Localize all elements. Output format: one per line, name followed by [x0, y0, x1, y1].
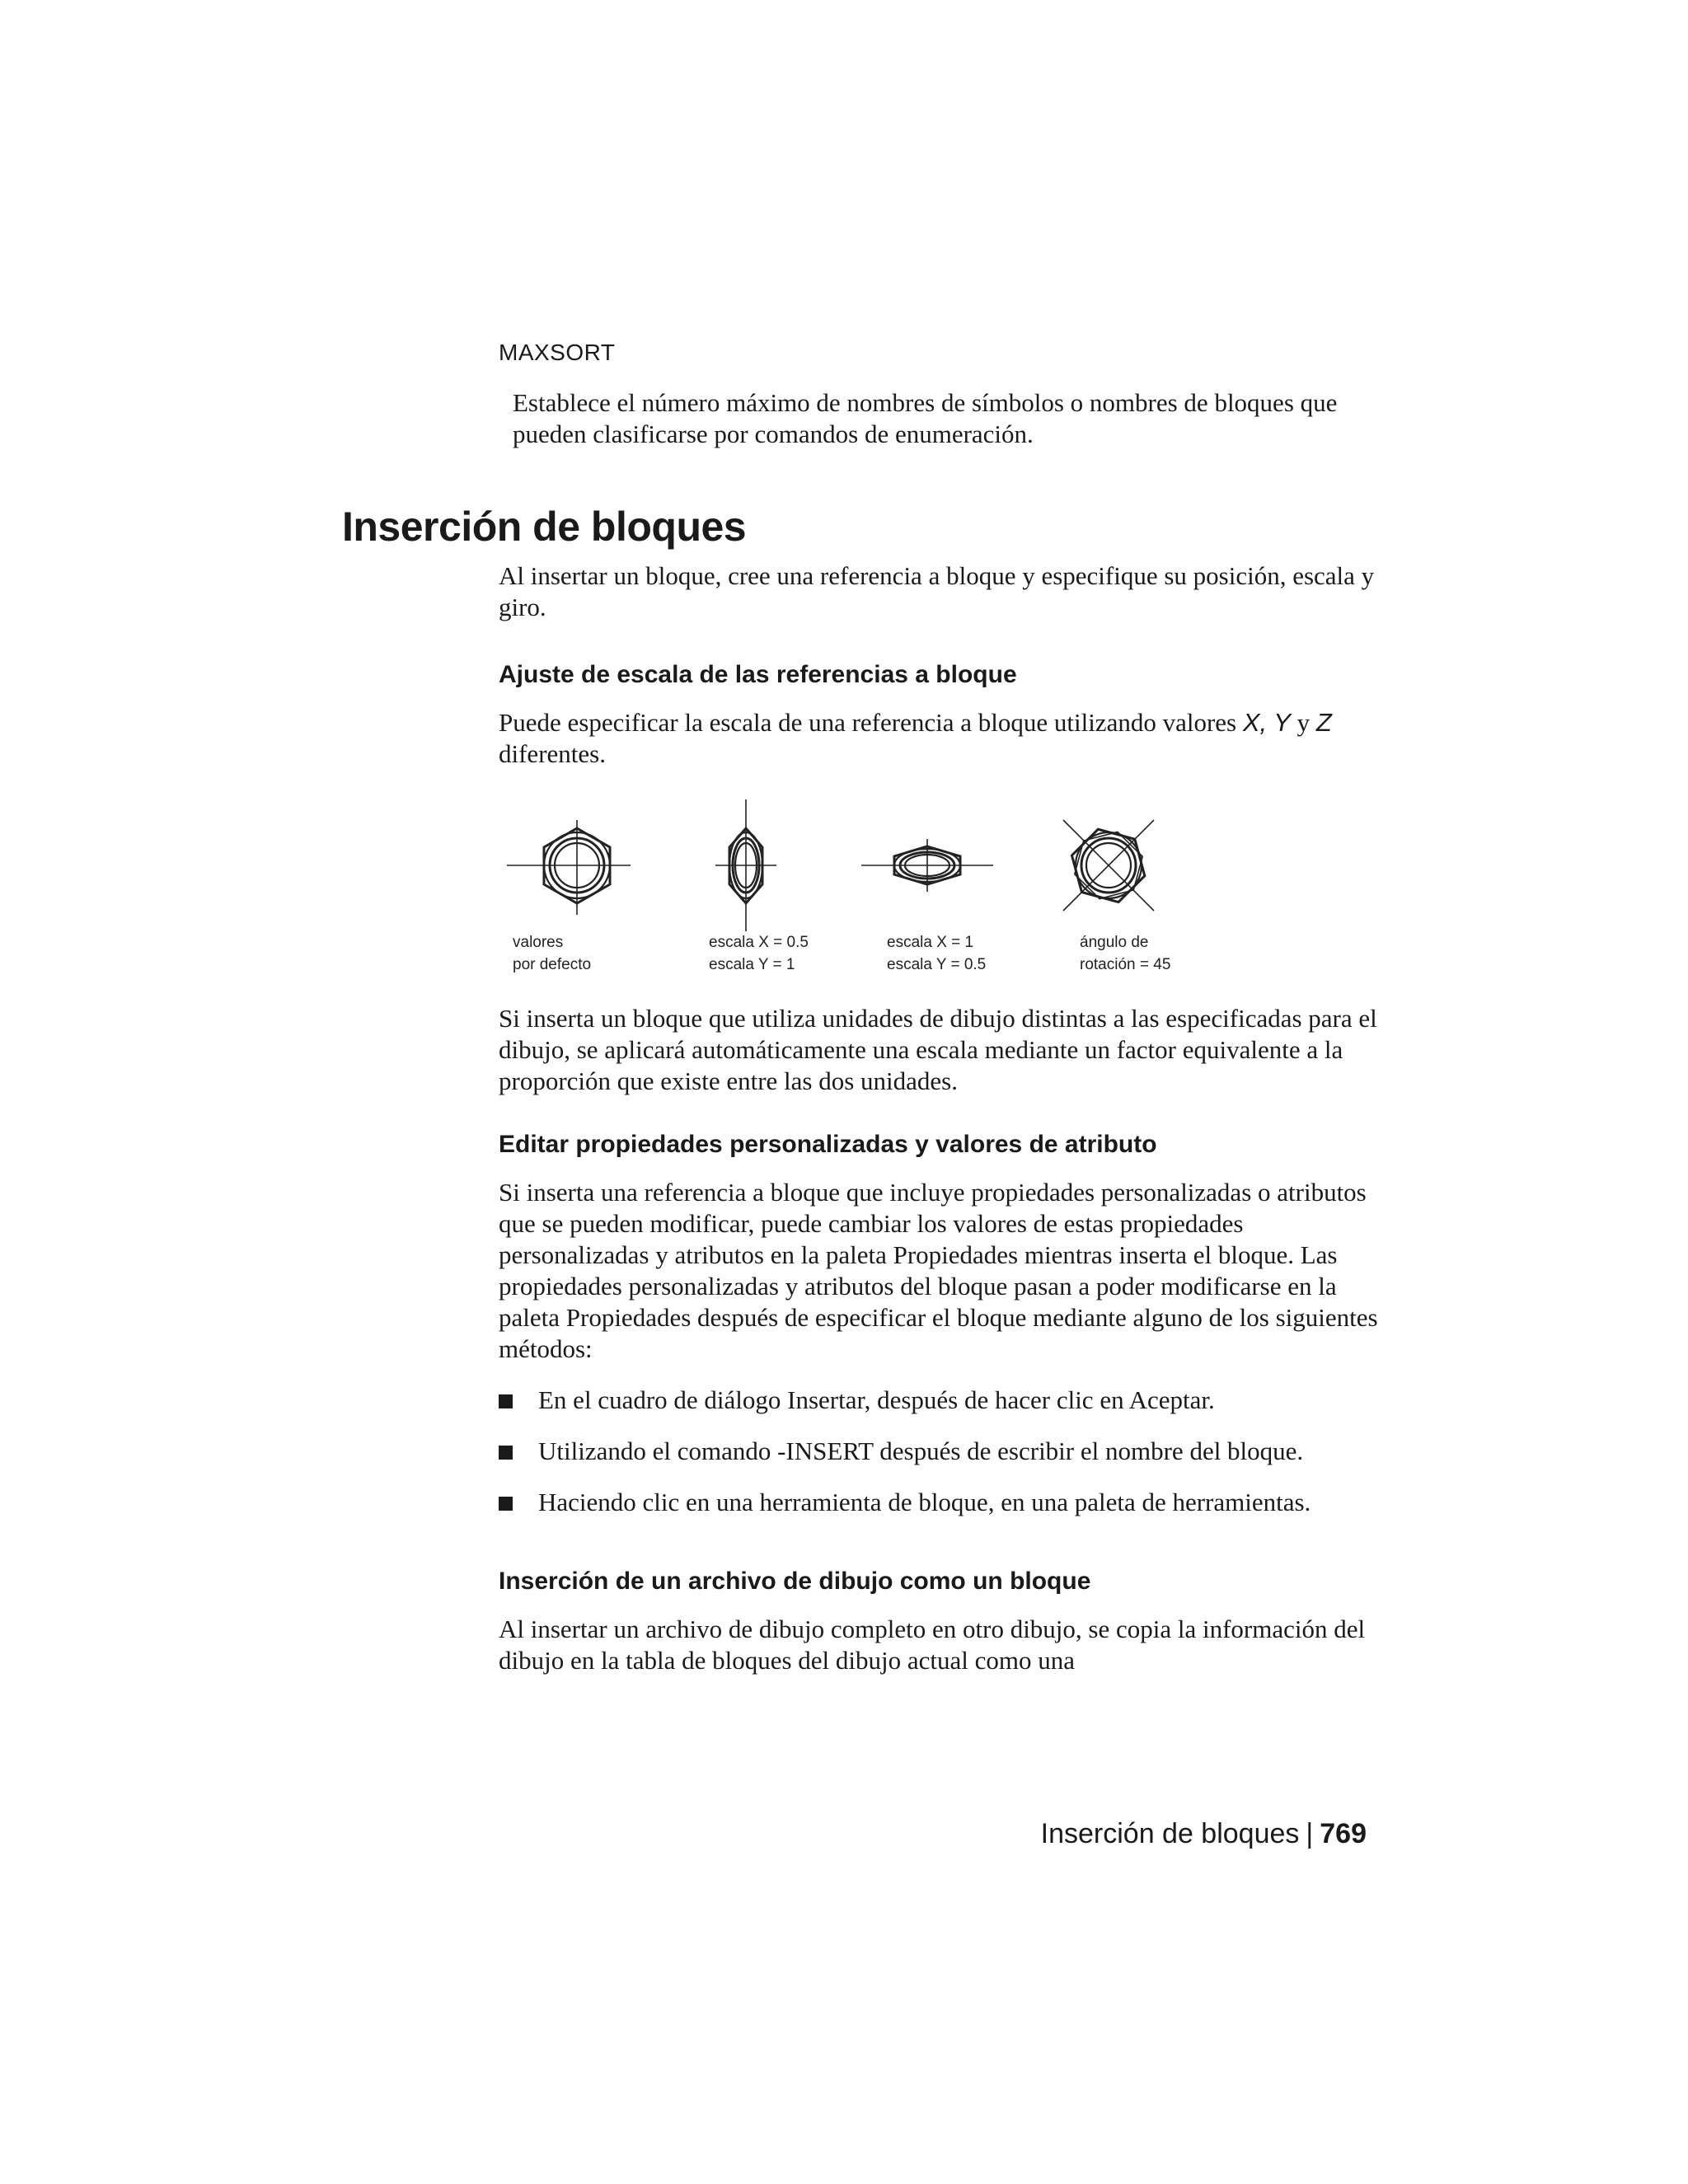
label-default-l1: valores: [513, 934, 564, 951]
label-scale-y-l1: escala X = 1: [887, 934, 974, 951]
var-xy: X, Y: [1242, 708, 1291, 737]
label-scale-x-l1: escala X = 0.5: [709, 934, 809, 951]
square-bullet-icon: [499, 1446, 513, 1460]
methods-list: [499, 1385, 1405, 1538]
var-z: Z: [1315, 708, 1332, 737]
label-scale-y-l2: escala Y = 0.5: [887, 956, 987, 973]
scale-text-before: Puede especificar la escala de una referencia a bloque utilizando valores: [499, 708, 1243, 737]
edit-paragraph: Si inserta una referencia a bloque que incluye propiedades personalizadas o atributos que se pueden modificar, puede cambiar los valores de estas propiedades personalizadas y atributos en la paleta Propiedades mientras inserta el bloque. Las propiedades personalizadas y atributos del bloque pasan a poder modificarse en la paleta Propiedades después de especificar el bloque mediante alguno de los siguientes métodos:: [499, 1178, 1378, 1363]
hex-bolt-rotated: [1058, 816, 1158, 916]
square-bullet-icon: [499, 1497, 513, 1511]
list-item: [499, 1385, 1405, 1416]
page-number: 769: [1320, 1818, 1367, 1849]
hex-bolt-scale-x: [715, 799, 776, 931]
insert-file-paragraph: Al insertar un archivo de dibujo completo en otro dibujo, se copia la información del dibujo en la tabla de bloques del dibujo actual como una: [499, 1615, 1366, 1675]
label-rotation-l2: rotación = 45: [1080, 956, 1171, 973]
list-item: [499, 1487, 1405, 1518]
page-footer: [1041, 1818, 1367, 1850]
square-bullet-icon: [499, 1394, 513, 1408]
list-item-text: Haciendo clic en una herramienta de bloque, en una paleta de herramientas.: [538, 1488, 1311, 1516]
list-item-text: Utilizando el comando -INSERT después de escribir el nombre del bloque.: [538, 1436, 1304, 1465]
footer-section-title: Inserción de bloques: [1040, 1818, 1300, 1849]
hex-bolt-scale-y: [861, 839, 993, 892]
label-scale-x-l2: escala Y = 1: [709, 956, 795, 973]
insert-file-heading: Inserción de un archivo de dibujo como un bloque: [499, 1568, 1091, 1595]
units-paragraph: Si inserta un bloque que utiliza unidades de dibujo distintas a las especificadas para el dibujo, se aplicará automáticamente una escala mediante un factor equivalente a la proporción que existe entre las dos unidades.: [499, 1004, 1377, 1095]
scale-heading: Ajuste de escala de las referencias a bloque: [499, 661, 1017, 688]
sysvar-name: MAXSORT: [499, 340, 616, 365]
list-item: [499, 1436, 1405, 1467]
footer-separator: |: [1306, 1818, 1314, 1849]
hex-bolt-default: [507, 820, 631, 915]
section-intro: Al insertar un bloque, cree una referencia a bloque y especifique su posición, escala y giro.: [499, 561, 1375, 621]
scale-paragraph: [499, 707, 1381, 770]
scale-text-after: diferentes.: [499, 739, 606, 768]
edit-heading: Editar propiedades personalizadas y valores de atributo: [499, 1131, 1157, 1158]
sysvar-description: Establece el número máximo de nombres de símbolos o nombres de bloques que pueden clasificarse por comandos de enumeración.: [513, 388, 1338, 448]
list-item-text: En el cuadro de diálogo Insertar, después de hacer clic en Aceptar.: [538, 1385, 1215, 1414]
block-scale-figure: [495, 791, 1236, 985]
label-rotation-l1: ángulo de: [1080, 934, 1149, 951]
label-default-l2: por defecto: [513, 956, 592, 973]
section-title: Inserción de bloques: [342, 504, 747, 550]
scale-text-mid: y: [1290, 708, 1316, 737]
